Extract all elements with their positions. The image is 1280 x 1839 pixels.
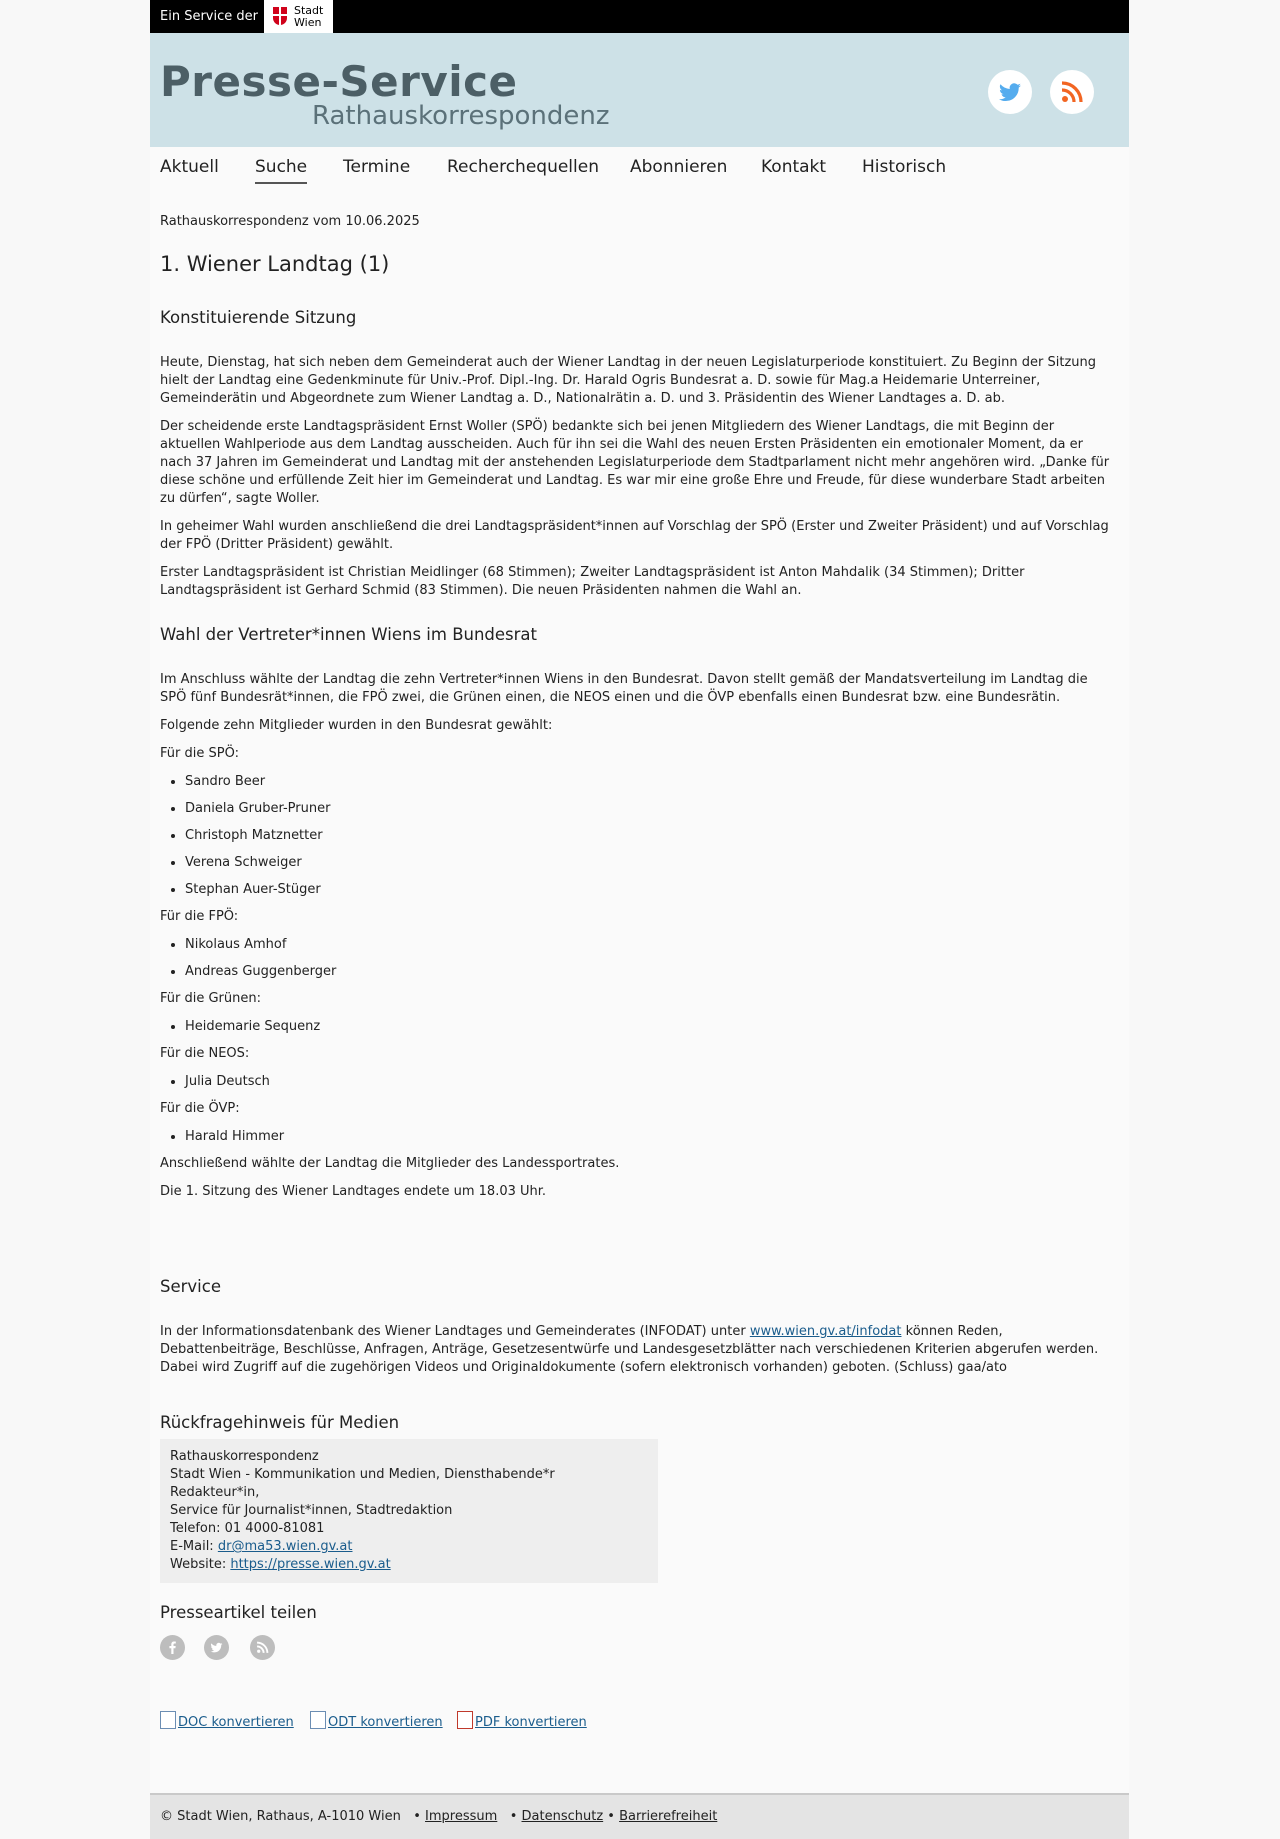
site-subtitle: Rathauskorrespondenz <box>312 101 610 131</box>
top-bar <box>150 0 1129 33</box>
paragraph: Die 1. Sitzung des Wiener Landtages endete um 18.03 Uhr. <box>160 1184 547 1199</box>
contact-email-row: E-Mail: dr@ma53.wien.gv.at <box>170 1539 353 1554</box>
footer-copyright: © Stadt Wien, Rathaus, A-1010 Wien <box>160 1809 401 1824</box>
list-item: • Verena Schweiger <box>185 854 1115 872</box>
paragraph: Folgende zehn Mitglieder wurden in den Bundesrat gewählt: <box>160 718 553 733</box>
nav-suche[interactable]: Suche <box>255 157 307 184</box>
article-title: 1. Wiener Landtag (1) <box>160 252 390 276</box>
email-link[interactable]: dr@ma53.wien.gv.at <box>217 1539 353 1554</box>
member-list <box>160 1018 1115 1036</box>
article <box>160 213 1115 1730</box>
party-label: Für die Grünen: <box>160 991 261 1006</box>
paragraph: Anschließend wählte der Landtag die Mitglieder des Landessportrates. <box>160 1156 620 1171</box>
pdf-file-icon <box>457 1711 473 1729</box>
paragraph: In geheimer Wahl wurden anschließend die drei Landtagspräsident*innen auf Vorschlag der SPÖ (Erster und Zweiter Präsident) und auf Vorschlag der FPÖ (Dritter Präsident) gewählt. <box>160 519 1109 552</box>
wien-shield-icon <box>273 7 287 25</box>
footer-datenschutz-link[interactable]: Datenschutz <box>521 1809 604 1824</box>
list-item: • Nikolaus Amhof <box>185 936 1115 954</box>
list-item: • Harald Himmer <box>185 1128 1115 1146</box>
site-title[interactable]: Presse-Service <box>160 57 518 106</box>
footer <box>150 1793 1129 1839</box>
list-item: • Sandro Beer <box>185 773 1115 791</box>
member-list <box>160 936 1115 981</box>
twitter-icon <box>210 1641 223 1654</box>
service-paragraph: In der Informationsdatenbank des Wiener Landtages und Gemeinderates (INFODAT) unter www.wien.gv.at/infodat können Reden, Debattenbeiträge, Beschlüsse, Anfragen, Anträge, Gesetzesentwürfe und Landesgesetzblätter nach verschiedenen Kriterien abgerufen werden. Dabei wird Zugriff auf die zugehörigen Videos und Originaldokumente (sofern elektronisch vorhanden) geboten. (Schluss) gaa/ato <box>160 1324 1099 1375</box>
section1-body <box>160 354 1115 610</box>
site-header <box>150 33 1129 147</box>
member-list <box>160 773 1115 899</box>
facebook-icon <box>166 1641 179 1654</box>
nav-abonnieren[interactable]: Abonnieren <box>630 157 728 177</box>
party-label: Für die FPÖ: <box>160 909 239 924</box>
article-date: Rathauskorrespondenz vom 10.06.2025 <box>160 214 420 229</box>
paragraph: Erster Landtagspräsident ist Christian Meidlinger (68 Stimmen); Zweiter Landtagspräsident ist Anton Mahdalik (34 Stimmen); Dritter Landtagspräsident ist Gerhard Schmid (83 Stimmen). Die neuen Präsidenten nahmen die Wahl an. <box>160 565 1025 598</box>
contact-line: Service für Journalist*innen, Stadtredaktion <box>170 1503 453 1518</box>
paragraph: Der scheidende erste Landtagspräsident Ernst Woller (SPÖ) bedankte sich bei jenen Mitgliedern des Wiener Landtags, die mit Beginn der aktuellen Wahlperiode aus dem Landtag ausscheiden. Auch für ihn sei die Wahl des neuen Ersten Präsidenten ein emotionaler Moment, da er nach 37 Jahren im Gemeinderat und Landtag mit der anstehenden Legislaturperiode dem Stadtparlament nicht mehr angehören wird. „Danke für diese schöne und erfüllende Zeit hier im Gemeinderat und Landtag. Es war mir eine große Ehre und Freude, für diese wunderbare Stadt arbeiten zu dürfen“, sagte Woller. <box>160 419 1110 506</box>
odt-convert-link[interactable]: ODT konvertieren <box>310 1711 443 1732</box>
website-link[interactable]: https://presse.wien.gv.at <box>230 1557 391 1572</box>
share-heading: Presseartikel teilen <box>160 1603 317 1622</box>
list-item: • Heidemarie Sequenz <box>185 1018 1115 1036</box>
contact-box <box>160 1439 658 1583</box>
nav-historisch[interactable]: Historisch <box>862 157 947 177</box>
party-label: Für die SPÖ: <box>160 746 239 761</box>
rss-icon <box>1060 80 1084 104</box>
share-twitter-button[interactable] <box>204 1635 229 1660</box>
contact-line: Stadt Wien - Kommunikation und Medien, Diensthabende*r Redakteur*in, <box>170 1467 555 1500</box>
section-heading-konstituierende: Konstituierende Sitzung <box>160 308 357 327</box>
footer-line: © Stadt Wien, Rathaus, A-1010 Wien • Impressum • Datenschutz • Barrierefreiheit <box>160 1809 718 1824</box>
footer-barrierefreiheit-link[interactable]: Barrierefreiheit <box>619 1809 718 1824</box>
service-body <box>160 1323 1115 1387</box>
list-item: • Daniela Gruber-Pruner <box>185 800 1115 818</box>
section-heading-service: Service <box>160 1277 221 1296</box>
section-heading-bundesrat: Wahl der Vertreter*innen Wiens im Bundesrat <box>160 625 538 644</box>
doc-convert-link[interactable]: DOC konvertieren <box>160 1711 294 1732</box>
paragraph: Im Anschluss wählte der Landtag die zehn Vertreter*innen Wiens in den Bundesrat. Davon stellt gemäß der Mandatsverteilung im Landtag die SPÖ fünf Bundesrät*innen, die FPÖ zwei, die Grünen einen, die NEOS einen und die ÖVP ebenfalls einen Bundesrat bzw. eine Bundesrätin. <box>160 672 1088 705</box>
party-label: Für die NEOS: <box>160 1046 250 1061</box>
section2-body <box>160 671 1115 1211</box>
list-item: • Andreas Guggenberger <box>185 963 1115 981</box>
contact-heading: Rückfragehinweis für Medien <box>160 1413 400 1432</box>
share-facebook-button[interactable] <box>160 1635 185 1660</box>
contact-line: Rathauskorrespondenz <box>170 1449 319 1464</box>
footer-impressum-link[interactable]: Impressum <box>425 1809 498 1824</box>
twitter-button[interactable] <box>988 70 1032 114</box>
odt-file-icon <box>310 1711 326 1729</box>
list-item: • Julia Deutsch <box>185 1073 1115 1091</box>
service-label: Ein Service der <box>160 9 258 24</box>
main-nav <box>150 147 1129 187</box>
nav-termine[interactable]: Termine <box>343 157 411 177</box>
twitter-icon <box>998 80 1022 104</box>
nav-aktuell[interactable]: Aktuell <box>160 157 219 177</box>
pdf-convert-link[interactable]: PDF konvertieren <box>457 1711 587 1732</box>
logo-text: Stadt Wien <box>294 4 324 29</box>
doc-file-icon <box>160 1711 176 1729</box>
list-item: • Christoph Matznetter <box>185 827 1115 845</box>
nav-kontakt[interactable]: Kontakt <box>761 157 827 177</box>
contact-phone: Telefon: 01 4000-81081 <box>170 1521 325 1536</box>
nav-recherchequellen[interactable]: Recherchequellen <box>447 157 599 177</box>
rss-icon <box>256 1641 269 1654</box>
stadt-wien-logo[interactable] <box>264 0 333 33</box>
list-item: • Stephan Auer-Stüger <box>185 881 1115 899</box>
member-list <box>160 1073 1115 1091</box>
paragraph: Heute, Dienstag, hat sich neben dem Gemeinderat auch der Wiener Landtag in der neuen Legislaturperiode konstituiert. Zu Beginn der Sitzung hielt der Landtag eine Gedenkminute für Univ.-Prof. Dipl.-Ing. Dr. Harald Ogris Bundesrat a. D. sowie für Mag.a Heidemarie Unterreiner, Gemeinderätin und Abgeordnete zum Wiener Landtag a. D., Nationalrätin a. D. und 3. Präsidentin des Wiener Landtages a. D. ab. <box>160 355 1097 406</box>
infodat-link[interactable]: www.wien.gv.at/infodat <box>749 1324 902 1339</box>
party-label: Für die ÖVP: <box>160 1101 240 1116</box>
share-rss-button[interactable] <box>250 1635 275 1660</box>
member-list <box>160 1128 1115 1146</box>
page <box>150 0 1129 1837</box>
rss-button[interactable] <box>1050 70 1094 114</box>
contact-website-row: Website: https://presse.wien.gv.at <box>170 1557 391 1572</box>
